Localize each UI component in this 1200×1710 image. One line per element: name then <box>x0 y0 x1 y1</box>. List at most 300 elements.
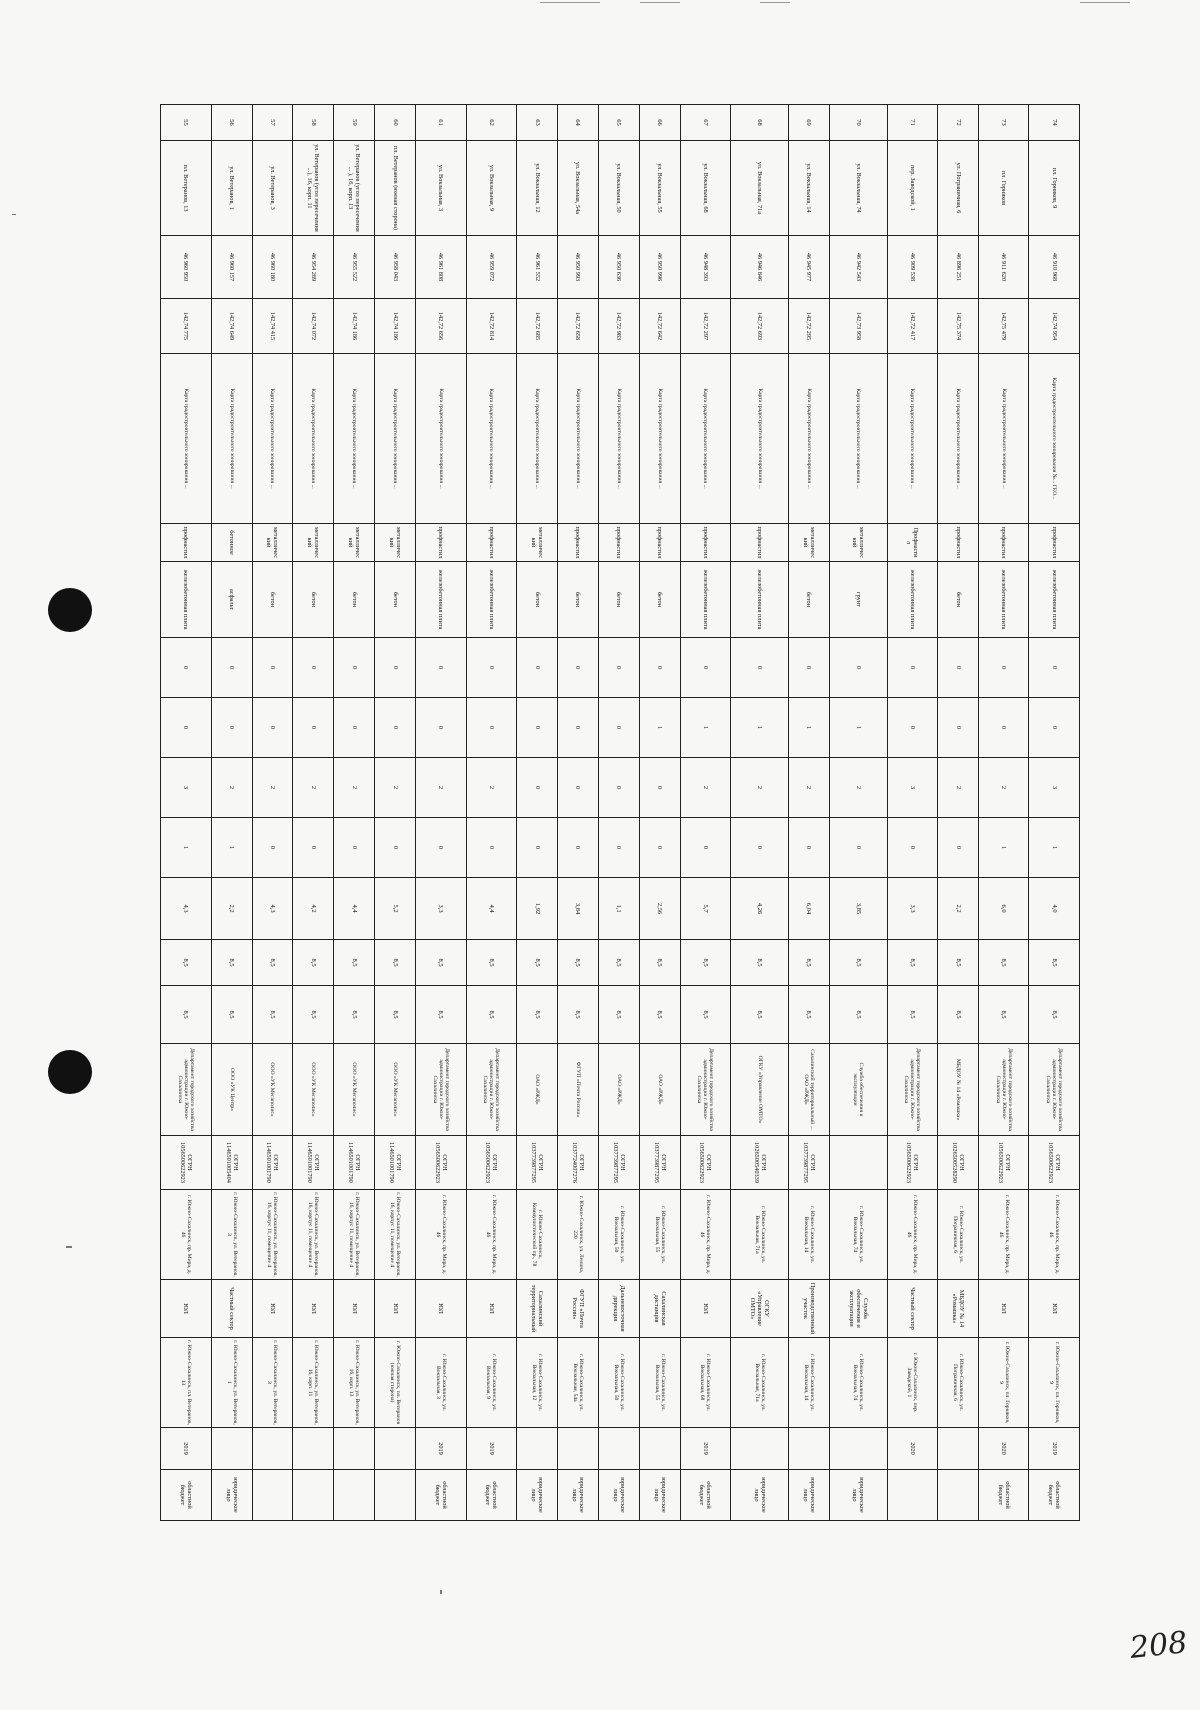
table-cell-f4: 142,74 954 <box>1029 299 1080 354</box>
table-cell-no: 66 <box>639 105 680 141</box>
table-cell-f5: Карта градостроительного зонирования №... ГЕО... <box>1029 354 1080 524</box>
table-cell-f21: юридическое лицо <box>598 1470 639 1521</box>
table-cell-f16: ОГРН 1146501001790 <box>375 1136 416 1190</box>
table-cell-f4: 142,74 415 <box>252 299 293 354</box>
table-cell-f5: Карта градостроительного зонирования ... <box>211 354 252 524</box>
table-cell-no: 63 <box>517 105 558 141</box>
punch-hole-bottom <box>48 1050 92 1094</box>
table-cell-f21: областной бюджет <box>978 1470 1029 1521</box>
table-cell-f15: ФГУП «Почта России» <box>558 1044 599 1136</box>
table-cell-f12: 4,0 <box>1029 878 1080 940</box>
table-cell-f8: 0 <box>731 638 789 698</box>
table-cell-f13: 8,5 <box>334 940 375 986</box>
table-cell-f15: ООО «УК Центр» <box>211 1044 252 1136</box>
table-cell-f8: 0 <box>938 638 979 698</box>
table-cell-f12: 5,2 <box>375 878 416 940</box>
table-cell-f14: 8,5 <box>416 986 467 1044</box>
table-cell-f13: 8,5 <box>639 940 680 986</box>
table-cell-f10: 2 <box>211 758 252 818</box>
table-cell-f10: 2 <box>334 758 375 818</box>
table-cell-f20 <box>293 1428 334 1470</box>
table-cell-address: ул. Вокзальная, 68 <box>680 141 731 236</box>
table-cell-f6: профнастил <box>558 524 599 562</box>
table-cell-f18: ЮЛ <box>416 1280 467 1338</box>
table-cell-f13: 8,5 <box>978 940 1029 986</box>
table-cell-f13: 8,5 <box>829 940 887 986</box>
table-cell-f20 <box>558 1428 599 1470</box>
table-cell-f11: 0 <box>938 818 979 878</box>
table-cell-f20 <box>334 1428 375 1470</box>
table-cell-f3: 46 950 636 <box>598 236 639 299</box>
table-cell-f18: ЮЛ <box>293 1280 334 1338</box>
table-cell-f18: Служба обеспечения и эксплуатации <box>829 1280 887 1338</box>
table-cell-f19: г. Южно-Сахалинск, пер. Заводской, 1 <box>887 1338 938 1428</box>
table-cell-f15: МБДОУ № 14 «Ромашка» <box>938 1044 979 1136</box>
table-cell-f19: г. Южно-Сахалинск, пл. Горняков, 9 <box>978 1338 1029 1428</box>
table-row <box>558 105 599 1521</box>
table-cell-f19: г. Южно-Сахалинск, ул. Вокзальная, 14 <box>788 1338 829 1428</box>
table-cell-f4: 142,72 693 <box>731 299 789 354</box>
table-row <box>680 105 731 1521</box>
table-cell-f12: 2,2 <box>211 878 252 940</box>
table-cell-f6: профнастил <box>416 524 467 562</box>
table-cell-f17: г. Южно-Сахалинск, пр. Мира, д. 46 <box>161 1190 212 1280</box>
table-cell-f19: г. Южно-Сахалинск, пл. Ветеранов, 13 <box>161 1338 212 1428</box>
table-cell-f5: Карта градостроительного зонирования ... <box>293 354 334 524</box>
table-cell-f7: железобетонная плита <box>1029 562 1080 638</box>
table-cell-no: 70 <box>829 105 887 141</box>
table-cell-f12: 6,0 <box>978 878 1029 940</box>
table-cell-f12: 4,4 <box>466 878 517 940</box>
table-cell-address: ул. Вокзальная, 71а <box>731 141 789 236</box>
table-cell-f8: 0 <box>788 638 829 698</box>
table-cell-address: ул. Пограничная, 6 <box>938 141 979 236</box>
table-cell-f15: ООО «УК Мегаполис» <box>293 1044 334 1136</box>
table-cell-f7: бетон <box>293 562 334 638</box>
table-cell-f15: Департамент городского хозяйства администрации г. Южно-Сахалинска <box>416 1044 467 1136</box>
table-cell-f11: 0 <box>598 818 639 878</box>
table-cell-f21 <box>252 1470 293 1521</box>
table-cell-f6: профнастил <box>731 524 789 562</box>
table-cell-f9: 0 <box>938 698 979 758</box>
table-cell-no: 67 <box>680 105 731 141</box>
table-cell-f15: Департамент городского хозяйства администрации г. Южно-Сахалинска <box>887 1044 938 1136</box>
table-cell-address: пл. Ветеранов, 13 <box>161 141 212 236</box>
table-cell-f14: 8,5 <box>466 986 517 1044</box>
table-cell-f18: ЮЛ <box>466 1280 517 1338</box>
table-cell-f17: г. Южно-Сахалинск, ул. Вокзальная, 71а <box>731 1190 789 1280</box>
table-cell-f13: 8,5 <box>788 940 829 986</box>
table-cell-f9: 0 <box>293 698 334 758</box>
table-cell-f18: ЮЛ <box>375 1280 416 1338</box>
table-cell-f3: 46 954 289 <box>293 236 334 299</box>
table-cell-f20: 2019 <box>680 1428 731 1470</box>
table-cell-f11: 0 <box>416 818 467 878</box>
table-cell-f16: ОГРН 1056500622923 <box>680 1136 731 1190</box>
table-cell-f14: 8,5 <box>788 986 829 1044</box>
table-cell-address: ул. Вокзальная, 74 <box>829 141 887 236</box>
table-cell-f14: 8,5 <box>1029 986 1080 1044</box>
table-cell-address: ул. Вокзальная, 55 <box>639 141 680 236</box>
table-cell-f4: 142,72 983 <box>598 299 639 354</box>
table-cell-f17: г. Южно-Сахалинск, пр. Мира, д. 46 <box>680 1190 731 1280</box>
table-cell-f9: 0 <box>517 698 558 758</box>
table-cell-f5: Карта градостроительного зонирования ... <box>517 354 558 524</box>
table-cell-f16: ОГРН 1146501001790 <box>252 1136 293 1190</box>
table-row <box>375 105 416 1521</box>
table-cell-f9: 0 <box>466 698 517 758</box>
table-cell-address: ул. Ветеранов, 1 <box>211 141 252 236</box>
table-cell-f8: 0 <box>978 638 1029 698</box>
table-row <box>829 105 887 1521</box>
table-cell-f12: 1,92 <box>517 878 558 940</box>
table-cell-f20: 2019 <box>161 1428 212 1470</box>
table-cell-f21: юридическое лицо <box>829 1470 887 1521</box>
table-cell-f21: областной бюджет <box>416 1470 467 1521</box>
table-cell-f6: металлический <box>788 524 829 562</box>
table-cell-f10: 3 <box>1029 758 1080 818</box>
table-cell-f3: 46 950 993 <box>558 236 599 299</box>
table-cell-f5: Карта градостроительного зонирования ... <box>978 354 1029 524</box>
table-cell-f9: 1 <box>639 698 680 758</box>
table-cell-f14: 8,5 <box>334 986 375 1044</box>
table-cell-f11: 1 <box>978 818 1029 878</box>
table-cell-f14: 8,5 <box>680 986 731 1044</box>
table-cell-f15: Департамент городского хозяйства администрации г. Южно-Сахалинска <box>161 1044 212 1136</box>
table-cell-f7: бетон <box>334 562 375 638</box>
table-cell-f7: бетон <box>517 562 558 638</box>
table-row <box>161 105 212 1521</box>
table-cell-f9: 0 <box>161 698 212 758</box>
table-cell-f6: профнастил <box>598 524 639 562</box>
table-cell-f19: г. Южно-Сахалинск, ул. Ветеранов, 16, корп. 11 <box>293 1338 334 1428</box>
table-cell-f8: 0 <box>211 638 252 698</box>
table-cell-address: пл. Горняков, 9 <box>1029 141 1080 236</box>
table-cell-f4: 142,74 072 <box>293 299 334 354</box>
table-cell-f3: 46 959 072 <box>466 236 517 299</box>
table-cell-f8: 0 <box>680 638 731 698</box>
table-cell-f7: железобетонная плита <box>978 562 1029 638</box>
table-cell-f17: г. Южно-Сахалинск, ул. Ветеранов, 16, корпус 11, помещение 4 <box>293 1190 334 1280</box>
table-cell-no: 56 <box>211 105 252 141</box>
table-cell-f18: ЮЛ <box>680 1280 731 1338</box>
table-cell-f20 <box>731 1428 789 1470</box>
table-cell-address: ул. Вокзальная, 14 <box>788 141 829 236</box>
table-cell-f18: ЮЛ <box>978 1280 1029 1338</box>
table-row <box>731 105 789 1521</box>
table-cell-f19: г. Южно-Сахалинск, ул. Вокзальная, 12 <box>517 1338 558 1428</box>
table-cell-f18: ЮЛ <box>1029 1280 1080 1338</box>
table-cell-f3: 46 958 043 <box>375 236 416 299</box>
table-cell-f4: 142,74 186 <box>375 299 416 354</box>
table-cell-f13: 8,5 <box>731 940 789 986</box>
table-cell-f7: бетон <box>598 562 639 638</box>
table-cell-f12: 5,7 <box>680 878 731 940</box>
table-cell-f13: 8,5 <box>211 940 252 986</box>
table-cell-address: ул. Вокзальная, 50 <box>598 141 639 236</box>
table-cell-f7: железобетонная плита <box>887 562 938 638</box>
table-cell-f3: 46 961 552 <box>517 236 558 299</box>
table-cell-f5: Карта градостроительного зонирования ... <box>598 354 639 524</box>
table-cell-f20 <box>829 1428 887 1470</box>
table-cell-f7: бетон <box>252 562 293 638</box>
table-cell-f15: Департамент городского хозяйства администрации г. Южно-Сахалинска <box>680 1044 731 1136</box>
table-cell-f10: 0 <box>639 758 680 818</box>
table-cell-f20 <box>788 1428 829 1470</box>
table-cell-f9: 0 <box>887 698 938 758</box>
table-cell-f15: ОАО «РЖД» <box>639 1044 680 1136</box>
table-cell-f11: 0 <box>252 818 293 878</box>
scan-speck <box>66 1246 72 1248</box>
table-cell-f14: 8,5 <box>558 986 599 1044</box>
table-cell-f16: ОГРН 1056500622923 <box>161 1136 212 1190</box>
table-cell-f15: Департамент городского хозяйства администрации г. Южно-Сахалинска <box>466 1044 517 1136</box>
table-cell-f7: бетон <box>938 562 979 638</box>
table-cell-f19: г. Южно-Сахалинск, ул. Вокзальная, 55 <box>639 1338 680 1428</box>
table-cell-f11: 0 <box>334 818 375 878</box>
table-cell-f16: ОГРН 1026500540339 <box>731 1136 789 1190</box>
table-cell-f10: 2 <box>731 758 789 818</box>
table-cell-f18: МБДОУ № 14 «Ромашка» <box>938 1280 979 1338</box>
table-cell-f18: ОГКУ «Управление ОМТО» <box>731 1280 789 1338</box>
table-cell-f5: Карта градостроительного зонирования ... <box>829 354 887 524</box>
table-cell-f11: 0 <box>466 818 517 878</box>
table-cell-f14: 8,5 <box>887 986 938 1044</box>
table-cell-f19: г. Южно-Сахалинск, пл. Ветеранов (южная сторона) <box>375 1338 416 1428</box>
table-cell-f7: железобетонная плита <box>416 562 467 638</box>
table-cell-f13: 8,5 <box>680 940 731 986</box>
table-cell-no: 65 <box>598 105 639 141</box>
table-cell-f12: 4,3 <box>161 878 212 940</box>
table-cell-f9: 1 <box>829 698 887 758</box>
table-cell-f5: Карта градостроительного зонирования ... <box>788 354 829 524</box>
table-cell-f7: бетон <box>788 562 829 638</box>
table-cell-f17: г. Южно-Сахалинск, Коммунистический пр., 78 <box>517 1190 558 1280</box>
table-cell-f6: Профнастил <box>887 524 938 562</box>
table-cell-f6: профнастил <box>978 524 1029 562</box>
table-cell-f15: Сахалинский территориальный ... ОАО «РЖД» <box>788 1044 829 1136</box>
table-cell-f4: 142,72 297 <box>680 299 731 354</box>
table-cell-f18: Частный сектор <box>887 1280 938 1338</box>
table-cell-f13: 8,5 <box>252 940 293 986</box>
table-cell-f13: 8,5 <box>161 940 212 986</box>
table-cell-f6: профнастил <box>161 524 212 562</box>
table-cell-f7: асфальт <box>211 562 252 638</box>
table-cell-f16: ОГРН 1037739877295 <box>788 1136 829 1190</box>
table-cell-f11: 1 <box>211 818 252 878</box>
table-cell-f18: ЮЛ <box>252 1280 293 1338</box>
table-cell-f7: бетон <box>375 562 416 638</box>
table-cell-f21: юридическое лицо <box>517 1470 558 1521</box>
table-cell-f13: 8,5 <box>416 940 467 986</box>
table-cell-f19: г. Южно-Сахалинск, ул. Вокзальная, 9 <box>466 1338 517 1428</box>
table-cell-f5: Карта градостроительного зонирования ... <box>558 354 599 524</box>
table-cell-f9: 0 <box>978 698 1029 758</box>
table-cell-f3: 46 960 180 <box>252 236 293 299</box>
table-cell-f3: 46 909 538 <box>887 236 938 299</box>
table-cell-f20 <box>211 1428 252 1470</box>
table-cell-no: 57 <box>252 105 293 141</box>
table-cell-no: 61 <box>416 105 467 141</box>
table-cell-f4: 142,73 958 <box>829 299 887 354</box>
table-cell-f8: 0 <box>1029 638 1080 698</box>
table-cell-f19: г. Южно-Сахалинск, ул. Ветеранов, 3 <box>252 1338 293 1428</box>
table-cell-f14: 8,5 <box>978 986 1029 1044</box>
table-cell-f4: 142,72 658 <box>558 299 599 354</box>
table-cell-f18: ФГУП «Почта России» <box>558 1280 599 1338</box>
table-cell-f5: Карта градостроительного зонирования ... <box>416 354 467 524</box>
table-cell-f21 <box>938 1470 979 1521</box>
table-cell-f12: 4,4 <box>334 878 375 940</box>
table-row <box>416 105 467 1521</box>
table-cell-f5: Карта градостроительного зонирования ... <box>938 354 979 524</box>
table-cell-f21: юридическое лицо <box>211 1470 252 1521</box>
table-cell-f5: Карта градостроительного зонирования ... <box>639 354 680 524</box>
table-row <box>211 105 252 1521</box>
table-cell-f11: 0 <box>680 818 731 878</box>
table-cell-f12: 1,1 <box>598 878 639 940</box>
table-cell-f14: 8,5 <box>598 986 639 1044</box>
table-cell-f16: ОГРН 1146501005404 <box>211 1136 252 1190</box>
table-cell-f10: 2 <box>466 758 517 818</box>
table-cell-f12: 4,3 <box>252 878 293 940</box>
page-number: 208 <box>1128 1625 1189 1666</box>
table-cell-no: 64 <box>558 105 599 141</box>
table-cell-f15: ООО «УК Мегаполис» <box>375 1044 416 1136</box>
table-cell-f9: 0 <box>1029 698 1080 758</box>
table-cell-f20: 2020 <box>887 1428 938 1470</box>
table-cell-f10: 2 <box>252 758 293 818</box>
table-cell-f4: 142,72 814 <box>466 299 517 354</box>
table-row <box>252 105 293 1521</box>
table-cell-f9: 0 <box>416 698 467 758</box>
table-cell-f11: 0 <box>375 818 416 878</box>
table-cell-f17: г. Южно-Сахалинск, пр. Мира, д. 46 <box>466 1190 517 1280</box>
table-cell-f16: ОГРН 1026500528290 <box>938 1136 979 1190</box>
table-cell-f10: 2 <box>416 758 467 818</box>
table-cell-f8: 0 <box>639 638 680 698</box>
table-cell-f6: металлический <box>334 524 375 562</box>
table-cell-f13: 8,5 <box>887 940 938 986</box>
table-cell-f17: г. Южно-Сахалинск, ул. Ветеранов, 16, корпус 11, помещение 4 <box>252 1190 293 1280</box>
table-cell-f16: ОГРН 1146501001790 <box>293 1136 334 1190</box>
table-cell-f21 <box>334 1470 375 1521</box>
table-cell-f8: 0 <box>161 638 212 698</box>
table-cell-no: 74 <box>1029 105 1080 141</box>
table-cell-f21 <box>887 1470 938 1521</box>
table-cell-f20: 2019 <box>416 1428 467 1470</box>
table-cell-f21: юридическое лицо <box>639 1470 680 1521</box>
table-cell-no: 69 <box>788 105 829 141</box>
table-row <box>639 105 680 1521</box>
table-cell-f16: ОГРН 1056500622923 <box>1029 1136 1080 1190</box>
table-cell-f14: 8,5 <box>252 986 293 1044</box>
table-cell-address: ул. Ветеранов (угол пересечения ... ), 16, корп. 13 <box>334 141 375 236</box>
table-cell-f10: 0 <box>598 758 639 818</box>
table-cell-f18: Сахалинский территориальный <box>517 1280 558 1338</box>
table-cell-f5: Карта градостроительного зонирования ... <box>887 354 938 524</box>
table-cell-f4: 142,72 642 <box>639 299 680 354</box>
table-cell-f14: 8,5 <box>639 986 680 1044</box>
table-cell-address: ул. Ветеранов (угол пересечения ...), 16, корп. 11 <box>293 141 334 236</box>
table-cell-f4: 142,72 417 <box>887 299 938 354</box>
table-cell-f17: г. Южно-Сахалинск, ул. Ленина, 220 <box>558 1190 599 1280</box>
table-cell-f8: 0 <box>416 638 467 698</box>
table-cell-no: 55 <box>161 105 212 141</box>
table-cell-f15: ОГКУ «Управление ОМТО» <box>731 1044 789 1136</box>
table-cell-address: пл. Горняков <box>978 141 1029 236</box>
table-cell-f16: ОГРН 1056500622923 <box>887 1136 938 1190</box>
table-cell-f17: г. Южно-Сахалинск, ул. Вокзальная, 14 <box>788 1190 829 1280</box>
table-cell-f14: 8,5 <box>375 986 416 1044</box>
table-cell-no: 59 <box>334 105 375 141</box>
table-cell-f21: областной бюджет <box>680 1470 731 1521</box>
table-cell-f16: ОГРН 1037739877295 <box>517 1136 558 1190</box>
table-cell-f6: металлический <box>375 524 416 562</box>
table-row <box>334 105 375 1521</box>
table-cell-f16: ОГРН 1146501001790 <box>334 1136 375 1190</box>
table-cell-no: 71 <box>887 105 938 141</box>
table-cell-f4: 142,72 656 <box>416 299 467 354</box>
table-cell-f19: г. Южно-Сахалинск, ул. Вокзальная, 71а <box>731 1338 789 1428</box>
table-cell-f16: ОГРН 1056500622923 <box>466 1136 517 1190</box>
table-cell-f14: 8,5 <box>211 986 252 1044</box>
table-cell-f5: Карта градостроительного зонирования ... <box>375 354 416 524</box>
table-cell-f13: 8,5 <box>558 940 599 986</box>
table-cell-f17: г. Южно-Сахалинск, ул. Ветеранов, 16, корпус 11, помещение 4 <box>334 1190 375 1280</box>
table-cell-f7: железобетонная плита <box>466 562 517 638</box>
table-cell-f13: 8,5 <box>598 940 639 986</box>
table-cell-f15: ООО «УК Мегаполис» <box>334 1044 375 1136</box>
table-cell-f10: 0 <box>517 758 558 818</box>
table-cell-f7: железобетонная плита <box>161 562 212 638</box>
table-row <box>938 105 979 1521</box>
table-cell-f8: 0 <box>334 638 375 698</box>
table-cell-f3: 46 950 996 <box>639 236 680 299</box>
table-cell-f8: 0 <box>558 638 599 698</box>
table-cell-f9: 0 <box>252 698 293 758</box>
table-cell-f20: 2019 <box>1029 1428 1080 1470</box>
table-cell-f20 <box>639 1428 680 1470</box>
table-cell-f9: 0 <box>375 698 416 758</box>
table-cell-f6: профнастил <box>639 524 680 562</box>
table-cell-f9: 0 <box>334 698 375 758</box>
table-cell-f19: г. Южно-Сахалинск, ул. Пограничная, 6 <box>938 1338 979 1428</box>
table-row <box>887 105 938 1521</box>
table-cell-f9: 0 <box>558 698 599 758</box>
table-cell-f11: 0 <box>293 818 334 878</box>
table-cell-f7: грунт <box>829 562 887 638</box>
table-cell-f17: г. Южно-Сахалинск, ул. Ветеранов, 3 <box>211 1190 252 1280</box>
table-cell-f6: металлический <box>517 524 558 562</box>
table-cell-f8: 0 <box>598 638 639 698</box>
table-cell-f12: 2,2 <box>938 878 979 940</box>
table-cell-f16: ОГРН 1056500622923 <box>978 1136 1029 1190</box>
page-top-edge <box>0 0 1200 8</box>
table-cell-f6: бетонное <box>211 524 252 562</box>
table-cell-f3: 46 946 846 <box>731 236 789 299</box>
table-cell-f9: 1 <box>788 698 829 758</box>
table-cell-f4: 142,72 685 <box>517 299 558 354</box>
table-cell-f18: ЮЛ <box>161 1280 212 1338</box>
table-cell-f11: 0 <box>731 818 789 878</box>
table-cell-f10: 2 <box>680 758 731 818</box>
table-cell-f8: 0 <box>375 638 416 698</box>
table-cell-address: ул. Вокзальная, 3 <box>416 141 467 236</box>
table-cell-f20 <box>598 1428 639 1470</box>
scan-speck <box>12 214 16 215</box>
table-cell-f6: металлический <box>252 524 293 562</box>
